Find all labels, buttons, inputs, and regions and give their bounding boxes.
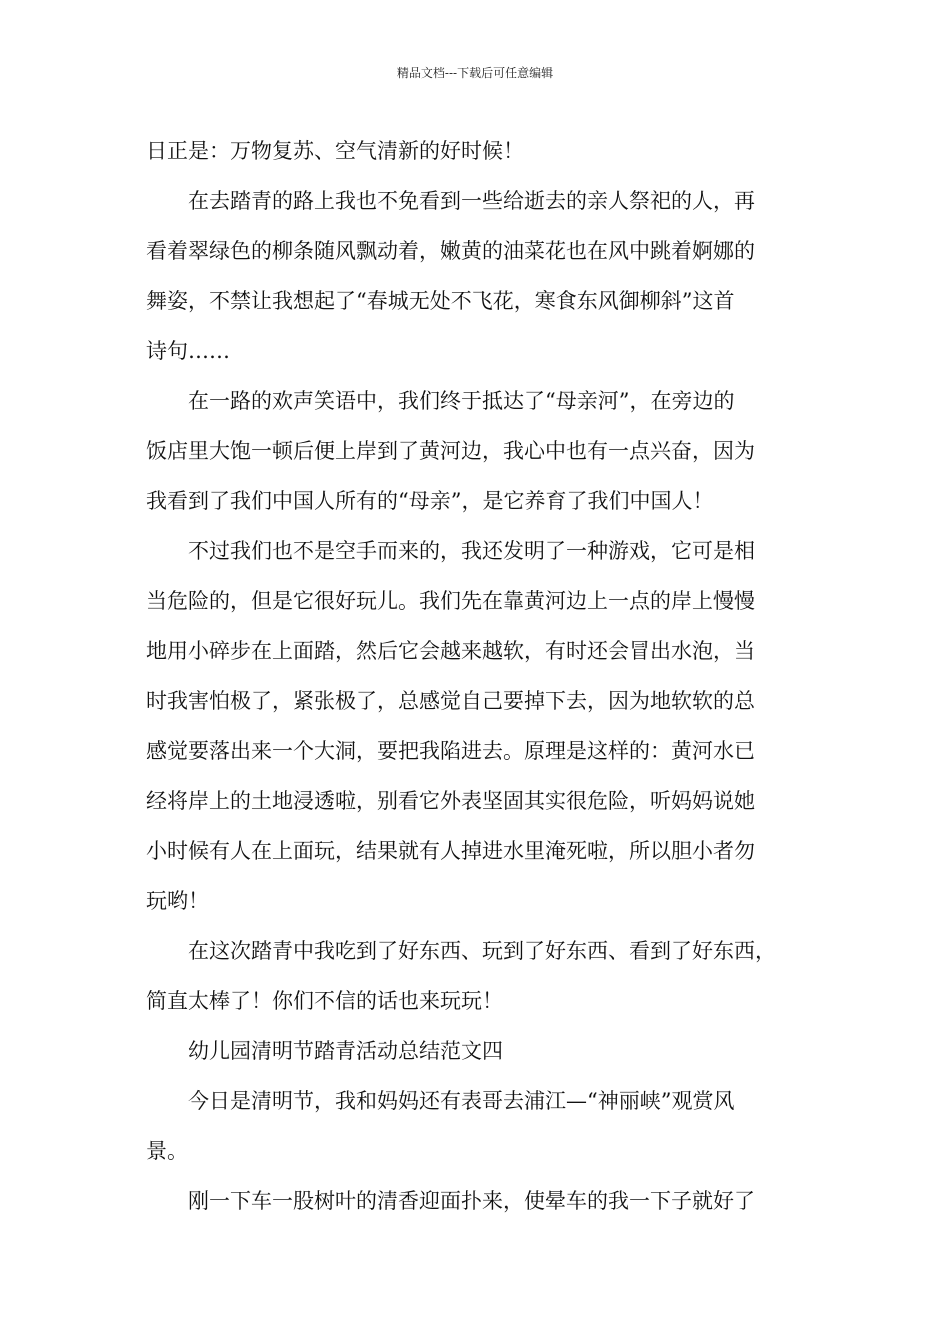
text-line: 在这次踏青中我吃到了好东西、玩到了好东西、看到了好东西，	[188, 939, 776, 963]
text-line: 日正是：万物复苏、空气清新的好时候！	[146, 139, 524, 163]
text-line: 饭店里大饱一顿后便上岸到了黄河边，我心中也有一点兴奋，因为	[146, 439, 755, 463]
text-line: 舞姿，不禁让我想起了“春城无处不飞花，寒食东风御柳斜”这首	[146, 289, 735, 313]
text-line: 玩哟！	[146, 889, 209, 913]
section-heading: 幼儿园清明节踏青活动总结范文四	[188, 1039, 503, 1063]
page-header: 精品文档---下载后可任意编辑	[396, 66, 554, 80]
text-line: 景。	[146, 1139, 188, 1163]
text-line: 不过我们也不是空手而来的，我还发明了一种游戏，它可是相	[188, 539, 755, 563]
text-line: 小时候有人在上面玩，结果就有人掉进水里淹死啦，所以胆小者勿	[146, 839, 755, 863]
text-line: 今日是清明节，我和妈妈还有表哥去浦江—“神丽峡”观赏风	[188, 1089, 735, 1113]
text-line: 地用小碎步在上面踏，然后它会越来越软，有时还会冒出水泡，当	[146, 639, 755, 663]
text-line: 简直太棒了！你们不信的话也来玩玩！	[146, 989, 503, 1013]
text-line: 我看到了我们中国人所有的“母亲”，是它养育了我们中国人！	[146, 489, 714, 513]
text-line: 在一路的欢声笑语中，我们终于抵达了“母亲河”，在旁边的	[188, 389, 735, 413]
text-line: 感觉要落出来一个大洞，要把我陷进去。原理是这样的：黄河水已	[146, 739, 755, 763]
text-line: 在去踏青的路上我也不免看到一些给逝去的亲人祭祀的人，再	[188, 189, 755, 213]
text-line: 时我害怕极了，紧张极了，总感觉自己要掉下去，因为地软软的总	[146, 689, 755, 713]
text-line: 当危险的，但是它很好玩儿。我们先在靠黄河边上一点的岸上慢慢	[146, 589, 755, 613]
text-line: 经将岸上的土地浸透啦，别看它外表坚固其实很危险，听妈妈说她	[146, 789, 755, 813]
text-line: 刚一下车一股树叶的清香迎面扑来，使晕车的我一下子就好了	[188, 1189, 755, 1213]
text-line: 诗句……	[146, 339, 230, 363]
document-body	[146, 126, 806, 1226]
text-line: 看着翠绿色的柳条随风飘动着，嫩黄的油菜花也在风中跳着婀娜的	[146, 239, 755, 263]
